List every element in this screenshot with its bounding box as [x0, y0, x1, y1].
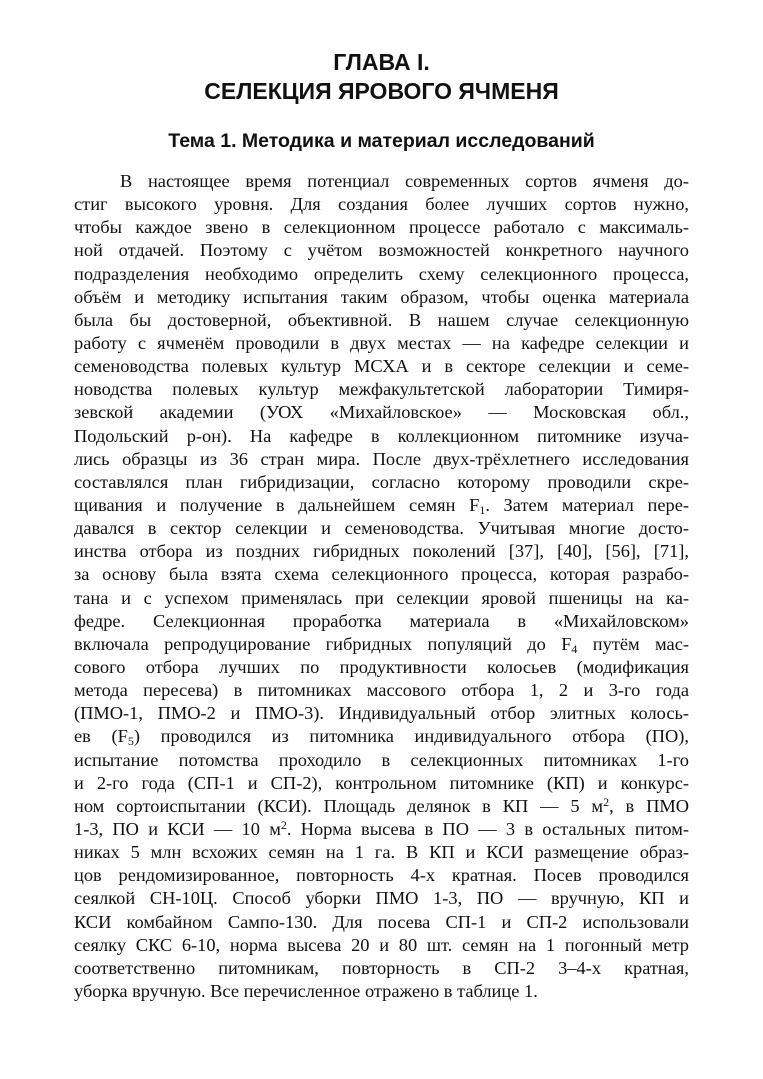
text-segment: включала репродуцирование гибридных популяций до F	[74, 633, 572, 654]
text-line	[74, 633, 689, 656]
text-line: чтобы каждое звено в селекционном процессе работало с максималь-	[74, 217, 689, 238]
text-line	[74, 725, 689, 748]
text-line: давался в сектор селекции и семеноводства. Учитывая многие досто-	[74, 518, 689, 539]
text-segment: . Затем материал пере-	[485, 494, 689, 515]
text-line: тана и с успехом применялась при селекции яровой пшеницы на ка-	[74, 587, 689, 608]
text-line: цов рендомизированное, повторность 4-х кратная. Посев проводился	[74, 865, 689, 886]
text-line: КСИ комбайном Сампо-130. Для посева СП-1 и СП-2 использовали	[74, 911, 689, 932]
text-line: испытание потомства проходило в селекционных питомниках 1-го	[74, 749, 689, 770]
text-segment: щивания и получение в дальнейшем семян F	[74, 494, 480, 515]
topic-heading: Тема 1. Методика и материал исследований	[168, 130, 595, 152]
text-line: семеноводства полевых культур МСХА и в секторе селекции и семе-	[74, 356, 689, 377]
subscript: 5	[127, 734, 134, 749]
text-line: Подольский р-он). На кафедре в коллекционном питомнике изуча-	[74, 425, 689, 446]
superscript: 2	[603, 794, 610, 809]
text-line: метода пересева) в питомниках массового отбора 1, 2 и 3-го года	[74, 680, 689, 701]
text-segment: ном сортоиспытании (КСИ). Площадь делянок в КП — 5 м	[74, 795, 604, 816]
text-segment: . Норма высева в ПО — 3 в остальных питом-	[286, 818, 689, 839]
chapter-number: ГЛАВА I.	[333, 49, 430, 75]
text-segment: ) проводился из питомника индивидуального отбора (ПО),	[133, 726, 690, 747]
text-line: зевской академии (УОХ «Михайловское» — Московская обл.,	[74, 402, 689, 423]
text-line: сового отбора лучших по продуктивности колосьев (модификация	[74, 656, 689, 677]
text-line: инства отбора из поздних гибридных поколений [37], [40], [56], [71],	[74, 541, 689, 562]
text-segment: , в ПМО	[609, 795, 689, 816]
text-line: сеялкой СН-10Ц. Способ уборки ПМО 1-3, ПО — вручную, КП и	[74, 888, 689, 909]
subscript: 4	[571, 641, 578, 656]
text-line	[74, 795, 689, 818]
text-line: В настоящее время потенциал современных сортов ячменя до-	[120, 171, 689, 191]
text-line	[74, 818, 689, 841]
text-line: и 2-го года (СП-1 и СП-2), контрольном питомнике (КП) и конкурс-	[74, 772, 689, 793]
text-line: подразделения необходимо определить схему селекционного процесса,	[74, 263, 689, 284]
text-line: новодства полевых культур межфакультетской лаборатории Тимиря-	[74, 379, 689, 400]
text-line: федре. Селекционная проработка материала в «Михайловском»	[74, 610, 689, 631]
text-line: лись образцы из 36 стран мира. После двух-трёхлетнего исследования	[74, 448, 689, 469]
text-segment: путём мас-	[577, 633, 689, 654]
text-line: стиг высокого уровня. Для создания более лучших сортов нужно,	[74, 194, 689, 215]
text-line: (ПМО-1, ПМО-2 и ПМО-3). Индивидуальный отбор элитных колось-	[74, 703, 689, 724]
text-line: соответственно питомникам, повторность в СП-2 3–4-х кратная,	[74, 957, 689, 978]
text-line: работу с ячменём проводили в двух местах — на кафедре селекции и	[74, 332, 689, 353]
chapter-title: СЕЛЕКЦИЯ ЯРОВОГО ЯЧМЕНЯ	[204, 78, 559, 104]
text-line: составлялся план гибридизации, согласно которому проводили скре-	[74, 471, 689, 492]
text-line: ной отдачей. Поэтому с учётом возможностей конкретного научного	[74, 240, 689, 261]
text-line: за основу была взята схема селекционного процесса, которая разрабо-	[74, 564, 689, 585]
text-line: была бы достоверной, объективной. В нашем случае селекционную	[74, 309, 689, 330]
chapter-heading	[0, 48, 763, 106]
body-paragraph	[74, 170, 689, 1003]
text-segment: ев (F	[74, 726, 128, 747]
text-line: объём и методику испытания таким образом, чтобы оценка материала	[74, 286, 689, 307]
text-segment: 1-3, ПО и КСИ — 10 м	[74, 818, 281, 839]
superscript: 2	[280, 817, 287, 832]
text-line: уборка вручную. Все перечисленное отражено в таблице 1.	[74, 980, 538, 1001]
text-line: никах 5 млн всхожих семян на 1 га. В КП и КСИ размещение образ-	[74, 842, 689, 863]
subscript: 1	[479, 502, 486, 517]
text-line	[74, 494, 689, 517]
text-line: сеялку СКС 6-10, норма высева 20 и 80 шт. семян на 1 погонный метр	[74, 934, 689, 955]
